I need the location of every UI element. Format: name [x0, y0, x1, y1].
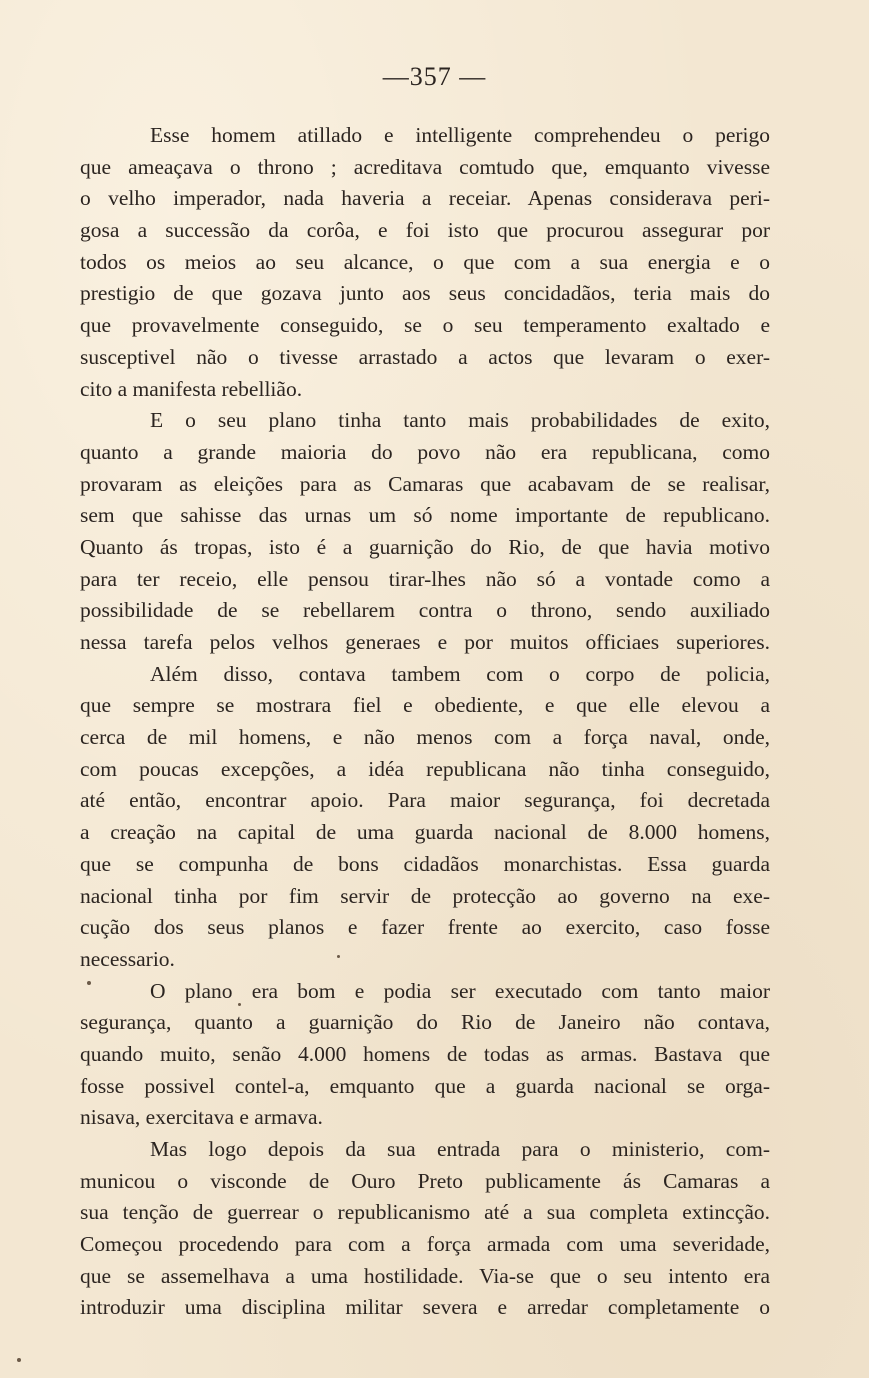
text-line: para ter receio, elle pensou tirar-lhes não só a vontade como a — [80, 566, 770, 591]
text-line: Esse homem atillado e intelligente comprehendeu o perigo — [150, 123, 770, 147]
text-line: sem que sahisse das urnas um só nome importante de republicano. — [80, 503, 770, 528]
text-line: E o seu plano tinha tanto mais probabilidades de exito, — [150, 408, 770, 433]
text-line: cerca de mil homens, e não menos com a força naval, onde, — [80, 725, 770, 750]
body-text — [80, 120, 770, 1324]
text-line: municou o visconde de Ouro Preto publicamente ás Camaras a — [80, 1168, 770, 1193]
text-line: sua tenção de guerrear o republicanismo até a sua completa extincção. — [80, 1200, 770, 1225]
text-line: provaram as eleições para as Camaras que acabavam de se realisar, — [80, 471, 770, 496]
text-line: possibilidade de se rebellarem contra o throno, sendo auxiliado — [80, 598, 770, 623]
text-line: O plano era bom e podia ser executado com tanto maior — [150, 978, 770, 1003]
page-number: —357 — — [382, 62, 487, 91]
text-line: Começou procedendo para com a força armada com uma severidade, — [80, 1232, 770, 1257]
text-line: todos os meios ao seu alcance, o que com a sua energia e o — [80, 249, 770, 274]
text-line: quando muito, senão 4.000 homens de todas as armas. Bastava que — [80, 1041, 770, 1066]
ink-speck — [87, 981, 91, 985]
text-line: fosse possivel contel-a, emquanto que a guarda nacional se orga- — [80, 1073, 770, 1098]
ink-speck — [17, 1358, 21, 1362]
text-line: segurança, quanto a guarnição do Rio de Janeiro não contava, — [80, 1010, 770, 1035]
ink-speck — [337, 955, 340, 958]
ink-speck — [238, 1003, 241, 1006]
text-line: nacional tinha por fim servir de protecção ao governo na exe- — [80, 883, 770, 908]
text-line: necessario. — [80, 946, 175, 971]
text-line: que se compunha de bons cidadãos monarchistas. Essa guarda — [80, 851, 770, 876]
text-line: que ameaçava o throno ; acreditava comtudo que, emquanto vivesse — [80, 154, 770, 179]
text-line: prestigio de que gozava junto aos seus concidadãos, teria mais do — [80, 281, 770, 306]
text-line: nisava, exercitava e armava. — [80, 1105, 323, 1130]
text-line: com poucas excepções, a idéa republicana não tinha conseguido, — [80, 756, 770, 781]
text-line: nessa tarefa pelos velhos generaes e por muitos officiaes superiores. — [80, 630, 770, 654]
text-line: que se assemelhava a uma hostilidade. Via-se que o seu intento era — [80, 1263, 770, 1288]
text-line: a creação na capital de uma guarda nacional de 8.000 homens, — [80, 820, 770, 845]
text-line: susceptivel não o tivesse arrastado a actos que levaram o exer- — [80, 344, 770, 369]
text-line: Além disso, contava tambem com o corpo de policia, — [150, 661, 770, 686]
text-line: o velho imperador, nada haveria a receiar. Apenas considerava peri- — [80, 186, 770, 211]
text-line: cito a manifesta rebellião. — [80, 376, 303, 401]
text-line: que provavelmente conseguido, se o seu temperamento exaltado e — [80, 313, 770, 338]
text-line: Mas logo depois da sua entrada para o ministerio, com- — [150, 1137, 770, 1161]
text-line: Quanto ás tropas, isto é a guarnição do Rio, de que havia motivo — [80, 534, 770, 559]
text-line: gosa a successão da corôa, e foi isto que procurou assegurar por — [80, 218, 770, 243]
text-line: que sempre se mostrara fiel e obediente, e que elle elevou a — [80, 693, 770, 718]
text-line: cução dos seus planos e fazer frente ao exercito, caso fosse — [80, 915, 770, 940]
text-line: até então, encontrar apoio. Para maior segurança, foi decretada — [80, 788, 770, 813]
text-line: quanto a grande maioria do povo não era republicana, como — [80, 439, 770, 464]
text-line: introduzir uma disciplina militar severa e arredar completamente o — [80, 1295, 770, 1320]
